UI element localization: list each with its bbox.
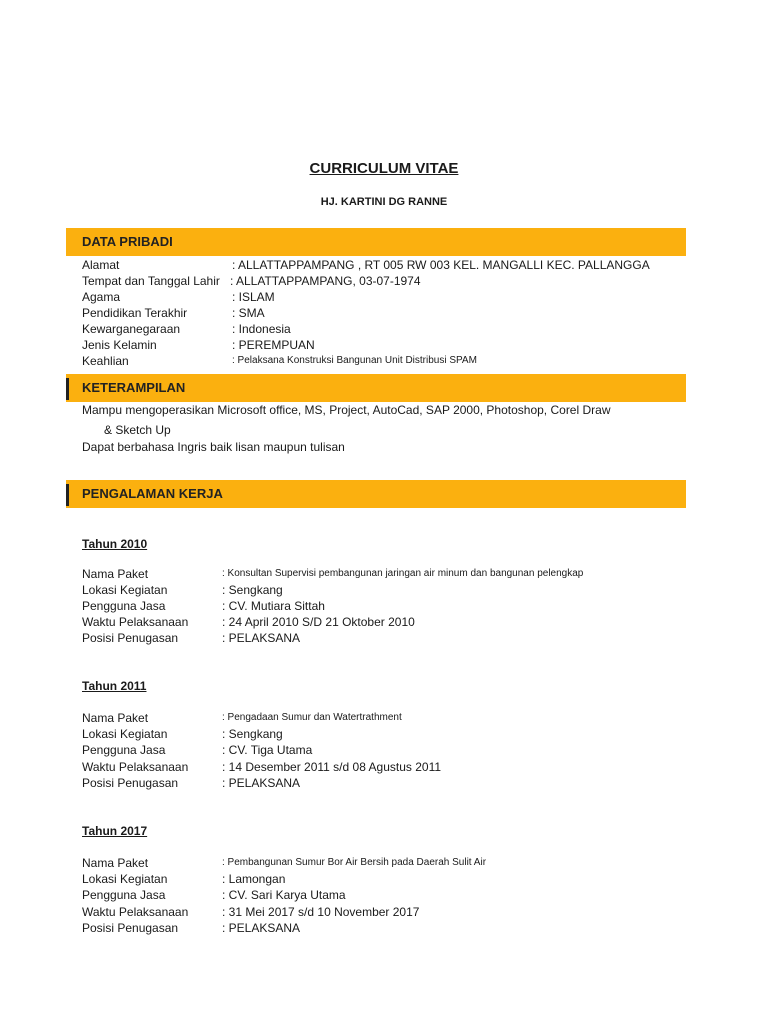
- field-label: Tempat dan Tanggal Lahir: [82, 274, 220, 288]
- field-label: Pendidikan Terakhir: [82, 306, 188, 320]
- field-value: : ISLAM: [232, 290, 275, 304]
- person-name: HJ. KARTINI DG RANNE: [320, 196, 448, 208]
- section-title: PENGALAMAN KERJA: [82, 486, 223, 501]
- field-value: : CV. Sari Karya Utama: [222, 888, 346, 902]
- field-label: Nama Paket: [82, 856, 149, 870]
- field-value: : Indonesia: [232, 322, 291, 336]
- field-label: Keahlian: [82, 354, 129, 368]
- field-value: : Pengadaan Sumur dan Watertrathment: [222, 712, 402, 723]
- field-label: Waktu Pelaksanaan: [82, 760, 189, 774]
- experience-year: Tahun 2010: [82, 537, 148, 551]
- field-value: : Sengkang: [222, 583, 283, 597]
- field-label: Nama Paket: [82, 711, 149, 725]
- field-value: : Lamongan: [222, 872, 286, 886]
- field-value: : PELAKSANA: [222, 921, 301, 935]
- field-value: : Sengkang: [222, 727, 283, 741]
- section-header-keterampilan: [66, 374, 686, 402]
- section-marker: [66, 484, 69, 506]
- field-label: Waktu Pelaksanaan: [82, 905, 189, 919]
- field-label: Posisi Penugasan: [82, 776, 179, 790]
- field-label: Pengguna Jasa: [82, 599, 166, 613]
- field-value: : Pembangunan Sumur Bor Air Bersih pada Daerah Sulit Air: [222, 857, 487, 868]
- experience-year: Tahun 2011: [82, 679, 147, 693]
- field-label: Posisi Penugasan: [82, 921, 179, 935]
- section-title: DATA PRIBADI: [82, 234, 173, 249]
- section-header-data-pribadi: [66, 228, 686, 256]
- field-value: : PELAKSANA: [222, 776, 301, 790]
- field-value: : 14 Desember 2011 s/d 08 Agustus 2011: [222, 760, 442, 774]
- field-value: : Konsultan Supervisi pembangunan jaringan air minum dan bangunan pelengkap: [222, 568, 584, 579]
- skill-line: Dapat berbahasa Ingris baik lisan maupun tulisan: [82, 440, 345, 454]
- field-label: Lokasi Kegiatan: [82, 872, 168, 886]
- skill-line: Mampu mengoperasikan Microsoft office, MS, Project, AutoCad, SAP 2000, Photoshop, Corel Draw: [82, 403, 611, 417]
- field-label: Lokasi Kegiatan: [82, 727, 168, 741]
- field-value: : ALLATTAPPAMPANG, 03-07-1974: [230, 274, 421, 288]
- experience-year: Tahun 2017: [82, 824, 148, 838]
- field-value: : PEREMPUAN: [232, 338, 315, 352]
- field-value: : 24 April 2010 S/D 21 Oktober 2010: [222, 615, 415, 629]
- field-label: Nama Paket: [82, 567, 149, 581]
- field-label: Pengguna Jasa: [82, 888, 166, 902]
- section-header-pengalaman: [66, 480, 686, 508]
- field-value: : 31 Mei 2017 s/d 10 November 2017: [222, 905, 420, 919]
- field-label: Lokasi Kegiatan: [82, 583, 168, 597]
- field-label: Agama: [82, 290, 121, 304]
- field-value: : ALLATTAPPAMPANG , RT 005 RW 003 KEL. MANGALLI KEC. PALLANGGA: [232, 258, 650, 272]
- field-label: Posisi Penugasan: [82, 631, 179, 645]
- skill-line: & Sketch Up: [104, 423, 171, 437]
- field-value: : SMA: [232, 306, 265, 320]
- field-label: Kewarganegaraan: [82, 322, 181, 336]
- field-value: : CV. Mutiara Sittah: [222, 599, 325, 613]
- section-marker: [66, 378, 69, 400]
- field-label: Waktu Pelaksanaan: [82, 615, 189, 629]
- field-value: : PELAKSANA: [222, 631, 301, 645]
- document-title: CURRICULUM VITAE: [309, 160, 459, 177]
- field-value: : Pelaksana Konstruksi Bangunan Unit Distribusi SPAM: [232, 355, 477, 366]
- field-label: Jenis Kelamin: [82, 338, 157, 352]
- field-label: Pengguna Jasa: [82, 743, 166, 757]
- field-label: Alamat: [82, 258, 120, 272]
- section-title: KETERAMPILAN: [82, 380, 186, 395]
- field-value: : CV. Tiga Utama: [222, 743, 313, 757]
